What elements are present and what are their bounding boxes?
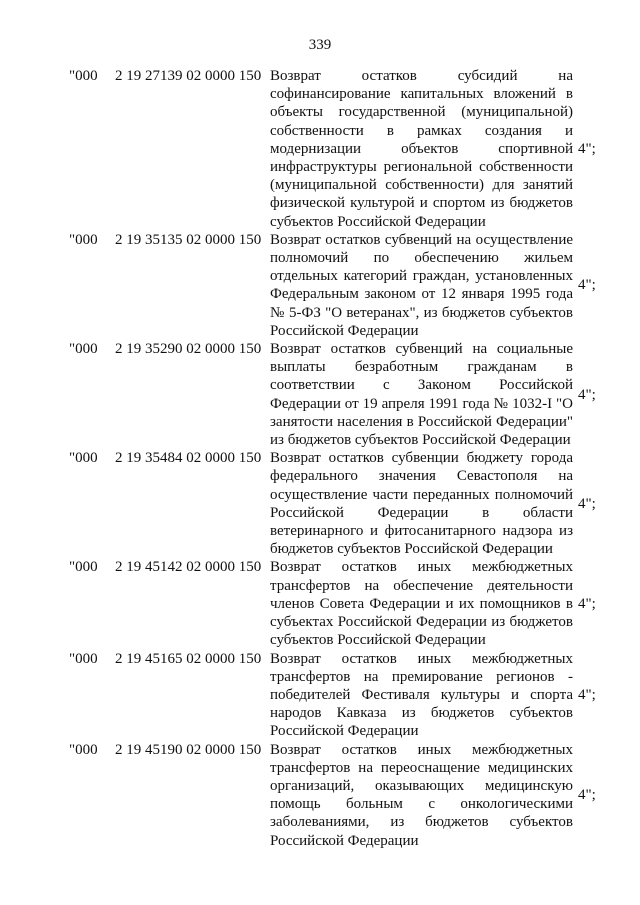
budget-classification-code: 2 19 35290 02 0000 150 xyxy=(115,341,262,358)
table-row xyxy=(0,741,640,850)
budget-classification-code: 2 19 45142 02 0000 150 xyxy=(115,559,262,576)
row-description: Возврат остатков субвенции бюджету города федерального значения Севастополя на осуществление части переданных полномочий Российской Федерации в области ветеринарного и фитосанитарного надзора из бюджетов субъектов Российской Федерации xyxy=(270,450,573,558)
table-row xyxy=(0,449,640,558)
row-prefix: "000 xyxy=(69,68,98,84)
budget-classification-code: 2 19 35135 02 0000 150 xyxy=(115,231,262,248)
budget-classification-code: 2 19 45190 02 0000 150 xyxy=(115,741,262,758)
row-suffix: 4"; xyxy=(578,687,596,703)
row-suffix: 4"; xyxy=(578,277,596,294)
row-description: Возврат остатков иных межбюджетных трансфертов на обеспечение деятельности членов Совета Федерации и их помощников в субъектах Российской Федерации из бюджетов субъектов Российской Федерации xyxy=(270,559,573,649)
table-row xyxy=(0,558,640,649)
row-description: Возврат остатков субвенций на социальные выплаты безработным гражданам в соответствии с Законом Российской Федерации от 19 апреля 1991 года № 1032-I "О занятости населения в Российской Федерации" из бюджетов субъектов Российской Федерации xyxy=(270,341,573,449)
table-row xyxy=(0,650,640,741)
row-suffix: 4"; xyxy=(578,495,596,512)
row-suffix: 4"; xyxy=(578,140,596,157)
table-row xyxy=(0,67,640,231)
budget-classification-code: 2 19 27139 02 0000 150 xyxy=(115,68,262,84)
table-row xyxy=(0,231,640,340)
row-prefix: "000 xyxy=(69,450,98,467)
row-description: Возврат остатков субвенций на осуществление полномочий по обеспечению жильем отдельных категорий граждан, установленных Федеральным законом от 12 января 1995 года № 5-ФЗ "О ветеранах", из бюджетов субъектов Российской Федерации xyxy=(270,231,573,339)
row-suffix: 4"; xyxy=(578,595,596,612)
table-row xyxy=(0,340,640,449)
row-prefix: "000 xyxy=(69,650,98,667)
row-prefix: "000 xyxy=(69,559,98,576)
row-description: Возврат остатков субсидий на софинансирование капитальных вложений в объекты государственной (муниципальной) собственности в рамках создания и модернизации объектов спортивной инфраструктуры региональной собственности (муниципальной собственности) для занятий физической культурой и спортом из бюджетов субъектов Российской Федерации xyxy=(270,68,573,230)
row-prefix: "000 xyxy=(69,231,98,248)
row-description: Возврат остатков иных межбюджетных трансфертов на переоснащение медицинских организаций, оказывающих медицинскую помощь больным с онкологическими заболеваниями, из бюджетов субъектов Российской Федерации xyxy=(270,741,573,849)
row-prefix: "000 xyxy=(69,341,98,358)
budget-classification-code: 2 19 35484 02 0000 150 xyxy=(115,450,262,467)
page-number: 339 xyxy=(308,37,332,53)
budget-code-table xyxy=(0,67,640,850)
budget-classification-code: 2 19 45165 02 0000 150 xyxy=(115,650,262,667)
row-description: Возврат остатков иных межбюджетных трансфертов на премирование регионов - победителей Фестиваля культуры и спорта народов Кавказа из бюджетов субъектов Российской Федерации xyxy=(270,650,573,740)
row-suffix: 4"; xyxy=(578,787,596,804)
row-prefix: "000 xyxy=(69,741,98,758)
row-suffix: 4"; xyxy=(578,386,596,403)
